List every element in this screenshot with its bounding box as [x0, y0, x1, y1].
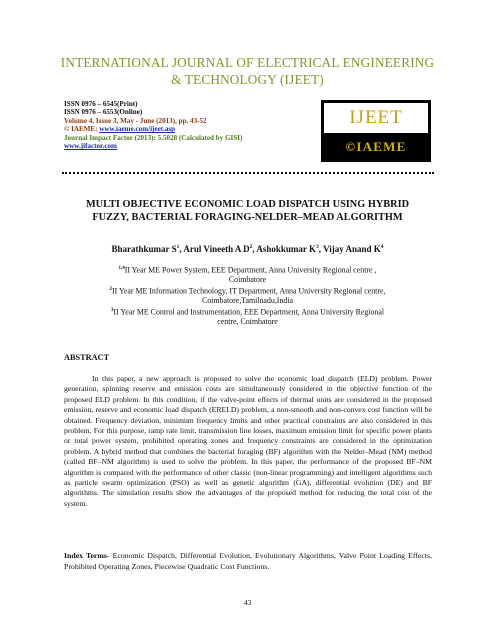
author-sup: 4: [380, 244, 384, 250]
affiliation-line: centre, Coimbatore: [217, 316, 278, 326]
author-sup: 1: [176, 244, 180, 250]
volume-info: Volume 4, Issue 3, May - June (2013), pp. 43-52: [64, 116, 207, 125]
affiliation: [70, 285, 425, 306]
journal-title-line-1: INTERNATIONAL JOURNAL OF ELECTRICAL ENGINEERING: [60, 55, 435, 70]
affiliation-sup: 1,4: [118, 266, 125, 271]
affiliation: [70, 306, 425, 327]
copyright-line: [64, 125, 294, 133]
index-terms: [64, 551, 432, 572]
copyright-prefix: © IAEME:: [64, 125, 100, 134]
author-sup: 2: [249, 244, 253, 250]
affiliation-line: Coimbatore,Tamilnadu,India: [201, 296, 294, 306]
journal-title-line-2: & TECHNOLOGY (IJEET): [171, 72, 324, 87]
index-terms-text: Economic Dispatch, Differential Evolution, Evolutionary Algorithms, Valve Point Loading Effects, Prohibited Operating Zones, Piecewise Quadratic Cost Functions.: [64, 551, 432, 571]
abstract-body: In this paper, a new approach is proposed to solve the economic load dispatch (ELD) problem. Power generation, spinning reserve and emission costs are simultaneously considered in the objective function of the proposed ELD problem. In this condition, if the valve-point effects of thermal units are considered in the proposed emission, reserve and economic load dispatch (ERELD) problem, a non-smooth and non-convex cost function will be obtained. Frequency deviation, minimum frequency limits and other practical constraints are also considered in this problem. For this purpose, ramp rate limit, transmission line losses, maximum emission limit for specific power plants or total power system, prohibited operating zones and frequency constraints are considered in the optimization problem. A hybrid method that combines the bacterial foraging (BF) algorithm with the Nelder–Mead (NM) method (called BF–NM algorithm) is used to solve the problem. In this paper, the performance of the proposed BF–NM algorithm is compared with the performance of other classic (non-linear programming) and intelligent algorithms such as particle swarm optimization (PSO) as well as genetic algorithm (GA), differential evolution (DE) and BF algorithms. The simulation results show the advantages of the proposed method for reducing the total cost of the system.: [64, 374, 432, 508]
impact-factor: Journal Impact Factor (2013): 5.5028 (Calculated by GISI): [64, 133, 243, 142]
journal-url-link[interactable]: www.iaeme.com/ijeet.asp: [99, 125, 176, 134]
affiliation-line: II Year ME Information Technology, IT Department, Anna University Regional centre,: [112, 286, 386, 296]
paper-title: [60, 198, 435, 224]
affiliation-sup: 2: [109, 286, 113, 292]
affiliation-line: Coimbatore: [228, 275, 267, 285]
affiliation: [70, 264, 425, 285]
issn-print: ISSN 0976 – 6545(Print): [64, 100, 138, 108]
page-number: 43: [243, 598, 252, 607]
author-name: Bharathkumar S: [111, 244, 177, 254]
issn-online: ISSN 0976 – 6553(Online): [64, 108, 143, 117]
author-list: Bharathkumar $S^1$, Arul Vineeth A $D^2$, Ashokkumar $K^3$, Vijay Anand $K^4$: [111, 244, 384, 254]
author-name: Arul Vineeth A D: [183, 244, 250, 254]
logo-top-text: IJEET: [324, 103, 428, 133]
affiliations: [70, 264, 425, 326]
affiliation-line: II Year ME Control and Instrumentation, EEE Department, Anna University Regional: [113, 307, 385, 317]
author-sup: 3: [315, 244, 319, 250]
index-terms-label: Index Terms-: [64, 551, 110, 560]
paper-title-line-1: MULTI OBJECTIVE ECONOMIC LOAD DISPATCH USING HYBRID: [85, 199, 410, 210]
author-name: Ashokkumar K: [256, 244, 316, 254]
affiliation-sup: 3: [110, 307, 114, 313]
logo-bottom-text: ©IAEME: [345, 139, 407, 154]
author-name: Vijay Anand K: [323, 244, 381, 254]
abstract-heading: ABSTRACT: [64, 353, 110, 362]
ijeet-logo: [321, 100, 431, 162]
journal-title: [40, 54, 455, 88]
dotted-divider: [62, 172, 434, 180]
jifactor-link[interactable]: www.jifactor.com: [64, 142, 117, 151]
journal-meta: [64, 100, 294, 150]
paper-title-line-2: FUZZY, BACTERIAL FORAGING-NELDER–MEAD ALGORITHM: [92, 212, 403, 223]
affiliation-line: II Year ME Power System, EEE Department, Anna University Regional centre ,: [124, 265, 377, 275]
